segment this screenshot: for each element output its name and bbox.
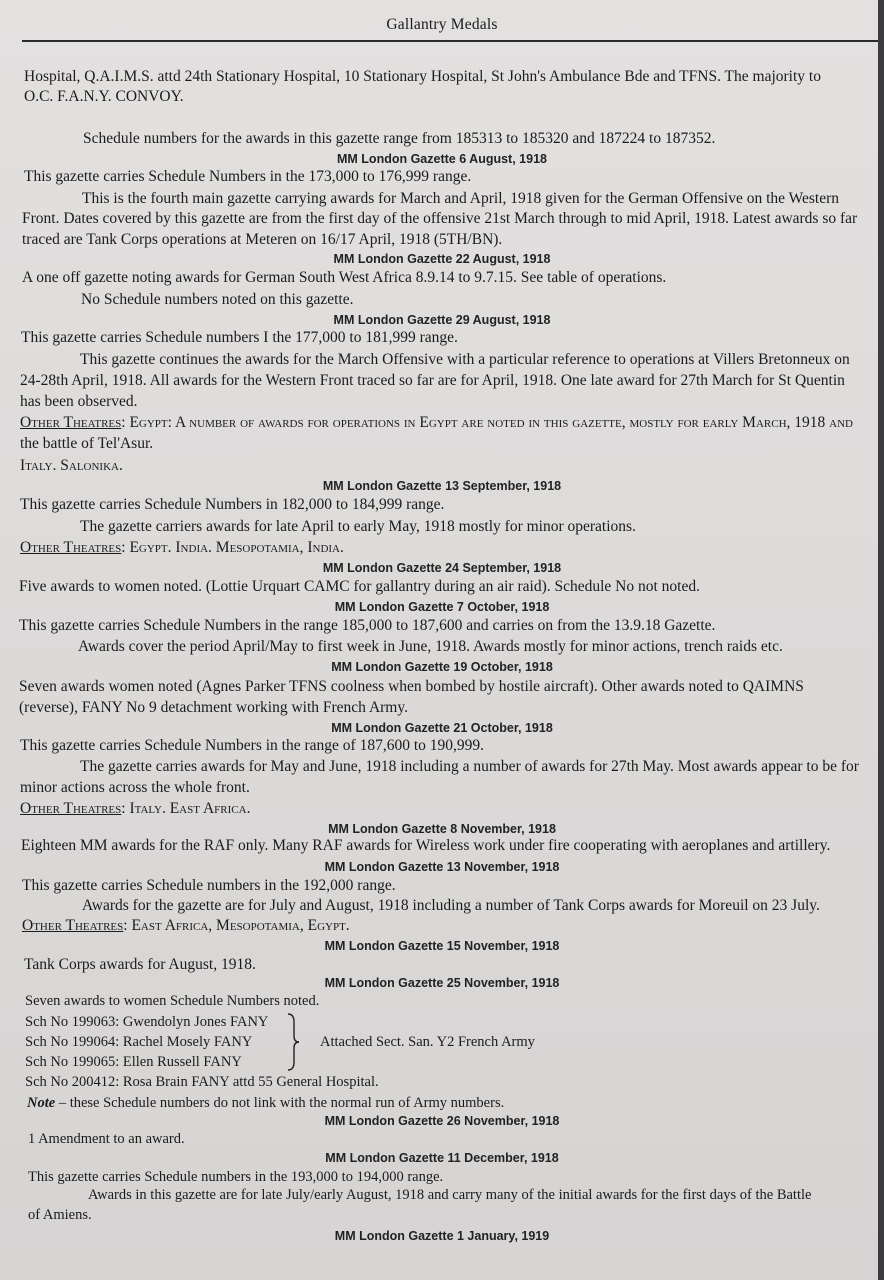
text-line: Awards for the gazette are for July and August, 1918 including a number of Tank Corps awards for Moreuil on 23 July. xyxy=(82,897,820,914)
text-line: O.C. F.A.N.Y. CONVOY. xyxy=(24,88,184,105)
text-line: A one off gazette noting awards for German South West Africa 8.9.14 to 9.7.15. See table of operations. xyxy=(22,269,667,286)
text-line: Sch No 199063: Gwendolyn Jones FANY xyxy=(25,1014,269,1030)
text-line: 24-28th April, 1918. All awards for the Western Front traced so far are for April, 1918. One late award for 27th March for St Quentin xyxy=(20,372,845,389)
text-line: No Schedule numbers noted on this gazette. xyxy=(81,291,354,308)
brace-icon xyxy=(286,1012,300,1072)
text-line: This gazette carries Schedule Numbers in 182,000 to 184,999 range. xyxy=(20,496,445,513)
text-line: Hospital, Q.A.I.M.S. attd 24th Stationary Hospital, 10 Stationary Hospital, St John's Ambulance Bde and TFNS. The majority to xyxy=(24,68,821,85)
text-line: Eighteen MM awards for the RAF only. Many RAF awards for Wireless work under fire cooperating with aeroplanes and artillery. xyxy=(21,837,831,854)
text-line: Sch No 199064: Rachel Mosely FANY xyxy=(25,1034,253,1050)
gazette-heading: MM London Gazette 15 November, 1918 xyxy=(324,939,560,953)
text-line: The gazette carries awards for May and June, 1918 including a number of awards for 27th May. Most awards appear to be for xyxy=(80,758,859,775)
running-head: Gallantry Medals xyxy=(386,16,498,33)
gazette-heading: MM London Gazette 13 September, 1918 xyxy=(322,479,562,493)
text-line: Awards cover the period April/May to first week in June, 1918. Awards mostly for minor actions, trench raids etc. xyxy=(78,638,783,655)
text-line: Other Theatres: Egypt. India. Mesopotamia, India. xyxy=(20,539,344,556)
text-line: Other Theatres: Egypt: A number of awards for operations in Egypt are noted in this gazette, mostly for early March, 1918 and xyxy=(20,414,853,431)
other-theatres-label: Other Theatres xyxy=(20,414,122,431)
text-line: Italy. Salonika. xyxy=(20,457,123,474)
text-line: the battle of Tel'Asur. xyxy=(20,435,154,452)
text-line: This gazette carries Schedule numbers in the 193,000 to 194,000 range. xyxy=(28,1169,444,1185)
text-line: The gazette carriers awards for late April to early May, 1918 mostly for minor operations. xyxy=(80,518,636,535)
text-line: Sch No 199065: Ellen Russell FANY xyxy=(25,1054,242,1070)
gazette-heading: MM London Gazette 25 November, 1918 xyxy=(324,976,560,990)
text-line: Schedule numbers for the awards in this gazette range from 185313 to 185320 and 187224 to 187352. xyxy=(83,130,716,147)
header-rule xyxy=(22,40,878,42)
text-line: This is the fourth main gazette carrying awards for March and April, 1918 given for the German Offensive on the Western xyxy=(82,190,840,207)
other-theatres-label: Other Theatres xyxy=(20,800,122,817)
text-line: of Amiens. xyxy=(28,1207,92,1223)
gazette-heading: MM London Gazette 7 October, 1918 xyxy=(334,600,550,614)
text-line: Note – these Schedule numbers do not link with the normal run of Army numbers. xyxy=(27,1095,505,1111)
text-line: Five awards to women noted. (Lottie Urquart CAMC for gallantry during an air raid). Schedule No not noted. xyxy=(19,578,700,595)
text-line: This gazette carries Schedule numbers in the 192,000 range. xyxy=(22,877,396,894)
gazette-heading: MM London Gazette 13 November, 1918 xyxy=(324,860,560,874)
gazette-heading: MM London Gazette 21 October, 1918 xyxy=(331,721,553,735)
text-line: This gazette carries Schedule Numbers in the range 185,000 to 187,600 and carries on from the 13.9.18 Gazette. xyxy=(19,617,716,634)
text-line: Other Theatres: Italy. East Africa. xyxy=(20,800,251,817)
gazette-heading: MM London Gazette 24 September, 1918 xyxy=(322,561,562,575)
text-line: Other Theatres: East Africa, Mesopotamia, Egypt. xyxy=(22,917,350,934)
page-edge xyxy=(878,0,884,1280)
text-line: Seven awards women noted (Agnes Parker TFNS coolness when bombed by hostile aircraft). Other awards noted to QAIMNS xyxy=(19,678,804,695)
text-line: Front. Dates covered by this gazette are from the first day of the offensive 21st March through to mid April, 1918. Latest awards so far xyxy=(22,210,858,227)
other-theatres-label: Other Theatres xyxy=(22,917,124,934)
text-line: (reverse), FANY No 9 detachment working with French Army. xyxy=(19,699,408,716)
text-line: Sch No 200412: Rosa Brain FANY attd 55 General Hospital. xyxy=(25,1074,379,1090)
other-theatres-label: Other Theatres xyxy=(20,539,122,556)
gazette-heading: MM London Gazette 19 October, 1918 xyxy=(331,660,553,674)
text-line: 1 Amendment to an award. xyxy=(28,1131,185,1147)
gazette-heading: MM London Gazette 29 August, 1918 xyxy=(333,313,551,327)
text-line: has been observed. xyxy=(20,393,138,410)
text-line: traced are Tank Corps operations at Meteren on 16/17 April, 1918 (5TH/BN). xyxy=(22,231,503,248)
text-line: This gazette carries Schedule Numbers in the 173,000 to 176,999 range. xyxy=(24,168,472,185)
text-line: Seven awards to women Schedule Numbers noted. xyxy=(25,993,320,1009)
gazette-heading: MM London Gazette 26 November, 1918 xyxy=(324,1114,560,1128)
gazette-heading: MM London Gazette 6 August, 1918 xyxy=(337,152,547,166)
text-line: minor actions across the whole front. xyxy=(20,779,250,796)
gazette-heading: MM London Gazette 1 January, 1919 xyxy=(334,1229,550,1243)
text-line: Attached Sect. San. Y2 French Army xyxy=(320,1034,535,1050)
text-line: This gazette carries Schedule numbers I the 177,000 to 181,999 range. xyxy=(21,329,458,346)
text-line: Tank Corps awards for August, 1918. xyxy=(24,956,256,973)
gazette-heading: MM London Gazette 22 August, 1918 xyxy=(333,252,551,266)
text-line: This gazette continues the awards for the March Offensive with a particular reference to operations at Villers Bretonneux on xyxy=(80,351,850,368)
note-label: Note xyxy=(27,1095,56,1111)
text-line: Awards in this gazette are for late July/early August, 1918 and carry many of the initial awards for the first days of the Battle xyxy=(88,1187,812,1203)
gazette-heading: MM London Gazette 8 November, 1918 xyxy=(328,822,556,836)
text-line: This gazette carries Schedule Numbers in the range of 187,600 to 190,999. xyxy=(20,737,485,754)
gazette-heading: MM London Gazette 11 December, 1918 xyxy=(325,1151,559,1165)
